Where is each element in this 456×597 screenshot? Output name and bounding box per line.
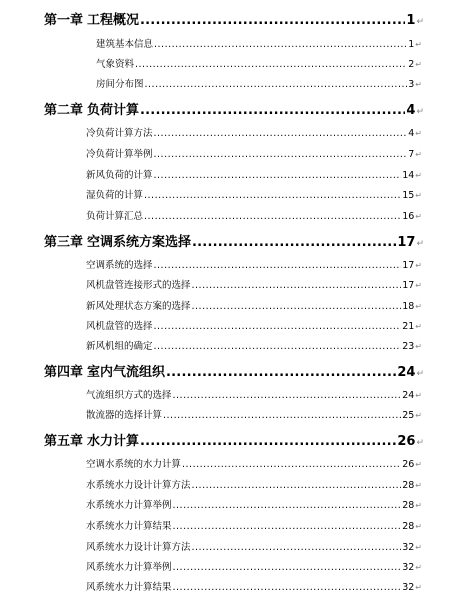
leader-dots: [144, 211, 401, 222]
entry-title: 气象资料: [96, 59, 135, 70]
toc-entry[interactable]: [86, 477, 422, 491]
page-number: 14: [402, 170, 415, 181]
chapter-number: 第二章: [44, 103, 84, 118]
chapter-number: 第一章: [44, 13, 84, 28]
entry-title: 水系统水力计算举例: [86, 500, 172, 511]
page-number: 2: [408, 59, 415, 70]
leader-dots: [154, 260, 402, 271]
leader-dots: [135, 59, 407, 70]
leader-dots: [173, 582, 402, 593]
page-number: 1: [408, 39, 415, 50]
paragraph-mark-icon: ↵: [415, 80, 422, 89]
toc-entry[interactable]: [86, 338, 422, 352]
chapter-title: 空调系统方案选择: [87, 235, 192, 250]
toc-entry[interactable]: [96, 76, 422, 90]
leader-dots: [173, 521, 402, 532]
page-number: 32: [402, 582, 415, 593]
toc-entry[interactable]: [86, 298, 422, 312]
paragraph-mark-icon: ↵: [415, 460, 422, 469]
leader-dots: [173, 562, 402, 573]
paragraph-mark-icon: ↵: [415, 171, 422, 180]
toc-chapter-3[interactable]: [44, 231, 424, 250]
paragraph-mark-icon: ↵: [415, 322, 422, 331]
page-number: 28: [402, 480, 415, 491]
leader-dots: [154, 39, 407, 50]
page-number: 18: [402, 301, 415, 312]
page-number: 15: [402, 190, 415, 201]
page-number: 4: [408, 128, 415, 139]
toc-entry[interactable]: [96, 56, 422, 70]
chapter-title: 工程概况: [87, 13, 140, 28]
page-number: 28: [402, 500, 415, 511]
paragraph-mark-icon: ↵: [415, 563, 422, 572]
leader-dots: [144, 190, 401, 201]
leader-dots: [192, 480, 402, 491]
entry-title: 新风处理状态方案的选择: [86, 301, 191, 312]
leader-dots: [154, 170, 402, 181]
leader-dots: [145, 79, 408, 90]
entry-title: 散流器的选择计算: [86, 410, 163, 421]
toc-entry[interactable]: [86, 387, 422, 401]
leader-dots: [140, 103, 405, 118]
page-number: 26: [402, 459, 415, 470]
toc-entry[interactable]: [86, 497, 422, 511]
entry-title: 负荷计算汇总: [86, 211, 144, 222]
leader-dots: [192, 235, 396, 250]
page-number: 17: [402, 280, 415, 291]
entry-title: 建筑基本信息: [96, 39, 154, 50]
paragraph-mark-icon: ↵: [415, 411, 422, 420]
paragraph-mark-icon: ↵: [415, 261, 422, 270]
entry-title: 空调系统的选择: [86, 260, 153, 271]
entry-title: 冷负荷计算方法: [86, 128, 153, 139]
paragraph-mark-icon: ↵: [415, 543, 422, 552]
toc-entry[interactable]: [86, 318, 422, 332]
paragraph-mark-icon: ↵: [415, 60, 422, 69]
toc-entry[interactable]: [86, 456, 422, 470]
entry-title: 新风机组的确定: [86, 341, 153, 352]
paragraph-mark-icon: ↵: [415, 391, 422, 400]
chapter-number: 第四章: [44, 365, 84, 380]
toc-chapter-4[interactable]: [44, 361, 424, 380]
toc-chapter-2[interactable]: [44, 99, 424, 118]
paragraph-mark-icon: ↵: [415, 150, 422, 159]
paragraph-mark-icon: ↵: [415, 302, 422, 311]
entry-title: 水系统水力计算结果: [86, 521, 172, 532]
page-number: 4: [406, 103, 416, 118]
leader-dots: [163, 410, 401, 421]
leader-dots: [192, 280, 402, 291]
paragraph-mark-icon: ↵: [415, 583, 422, 592]
paragraph-mark-icon: ↵: [416, 239, 424, 249]
page-number: 3: [408, 79, 415, 90]
leader-dots: [154, 128, 408, 139]
paragraph-mark-icon: ↵: [416, 107, 424, 117]
chapter-title: 负荷计算: [87, 103, 140, 118]
entry-title: 房间分布图: [96, 79, 144, 90]
paragraph-mark-icon: ↵: [416, 438, 424, 448]
chapter-title: 水力计算: [87, 434, 140, 449]
entry-title: 冷负荷计算举例: [86, 149, 153, 160]
entry-title: 风系统水力计算举例: [86, 562, 172, 573]
toc-entry[interactable]: [86, 518, 422, 532]
entry-title: 风系统水力计算结果: [86, 582, 172, 593]
toc-entry[interactable]: [86, 407, 422, 421]
page-number: 32: [402, 542, 415, 553]
leader-dots: [140, 434, 396, 449]
entry-title: 风系统水力设计计算方法: [86, 542, 191, 553]
toc-chapter-5[interactable]: [44, 430, 424, 449]
leader-dots: [140, 13, 405, 28]
toc-entry[interactable]: [86, 579, 422, 593]
toc-entry[interactable]: [86, 277, 422, 291]
entry-title: 空调水系统的水力计算: [86, 459, 182, 470]
toc-entry[interactable]: [86, 539, 422, 553]
entry-title: 气流组织方式的选择: [86, 390, 172, 401]
leader-dots: [173, 500, 402, 511]
page-number: 17: [402, 260, 415, 271]
paragraph-mark-icon: ↵: [415, 212, 422, 221]
toc-entry[interactable]: [86, 559, 422, 573]
leader-dots: [154, 149, 408, 160]
paragraph-mark-icon: ↵: [415, 191, 422, 200]
page-number: 28: [402, 521, 415, 532]
paragraph-mark-icon: ↵: [415, 501, 422, 510]
paragraph-mark-icon: ↵: [415, 281, 422, 290]
page-number: 17: [397, 235, 416, 250]
page-number: 25: [402, 410, 415, 421]
leader-dots: [192, 301, 402, 312]
leader-dots: [166, 365, 396, 380]
entry-title: 新风负荷的计算: [86, 170, 153, 181]
page-number: 21: [402, 321, 415, 332]
chapter-number: 第五章: [44, 434, 84, 449]
paragraph-mark-icon: ↵: [416, 17, 424, 27]
page-number: 16: [402, 211, 415, 222]
leader-dots: [192, 542, 402, 553]
paragraph-mark-icon: ↵: [415, 129, 422, 138]
entry-title: 湿负荷的计算: [86, 190, 144, 201]
leader-dots: [154, 341, 402, 352]
paragraph-mark-icon: ↵: [415, 40, 422, 49]
page-number: 24: [397, 365, 416, 380]
entry-title: 水系统水力设计计算方法: [86, 480, 191, 491]
toc-entry[interactable]: [86, 146, 422, 160]
paragraph-mark-icon: ↵: [416, 369, 424, 379]
toc-entry[interactable]: [86, 125, 422, 139]
toc-entry[interactable]: [86, 167, 422, 181]
entry-title: 风机盘管连接形式的选择: [86, 280, 191, 291]
paragraph-mark-icon: ↵: [415, 481, 422, 490]
page-number: 24: [402, 390, 415, 401]
chapter-title: 室内气流组织: [87, 365, 166, 380]
chapter-number: 第三章: [44, 235, 84, 250]
toc-entry[interactable]: [86, 257, 422, 271]
page-number: 32: [402, 562, 415, 573]
page-number: 7: [408, 149, 415, 160]
toc-entry[interactable]: [86, 208, 422, 222]
leader-dots: [173, 390, 402, 401]
toc-entry[interactable]: [96, 36, 422, 50]
entry-title: 风机盘管的选择: [86, 321, 153, 332]
page-number: 26: [397, 434, 416, 449]
leader-dots: [154, 321, 402, 332]
leader-dots: [182, 459, 401, 470]
paragraph-mark-icon: ↵: [415, 522, 422, 531]
toc-entry[interactable]: [86, 187, 422, 201]
page-number: 23: [402, 341, 415, 352]
toc-chapter-1[interactable]: [44, 9, 424, 28]
page-number: 1: [406, 13, 416, 28]
paragraph-mark-icon: ↵: [415, 342, 422, 351]
